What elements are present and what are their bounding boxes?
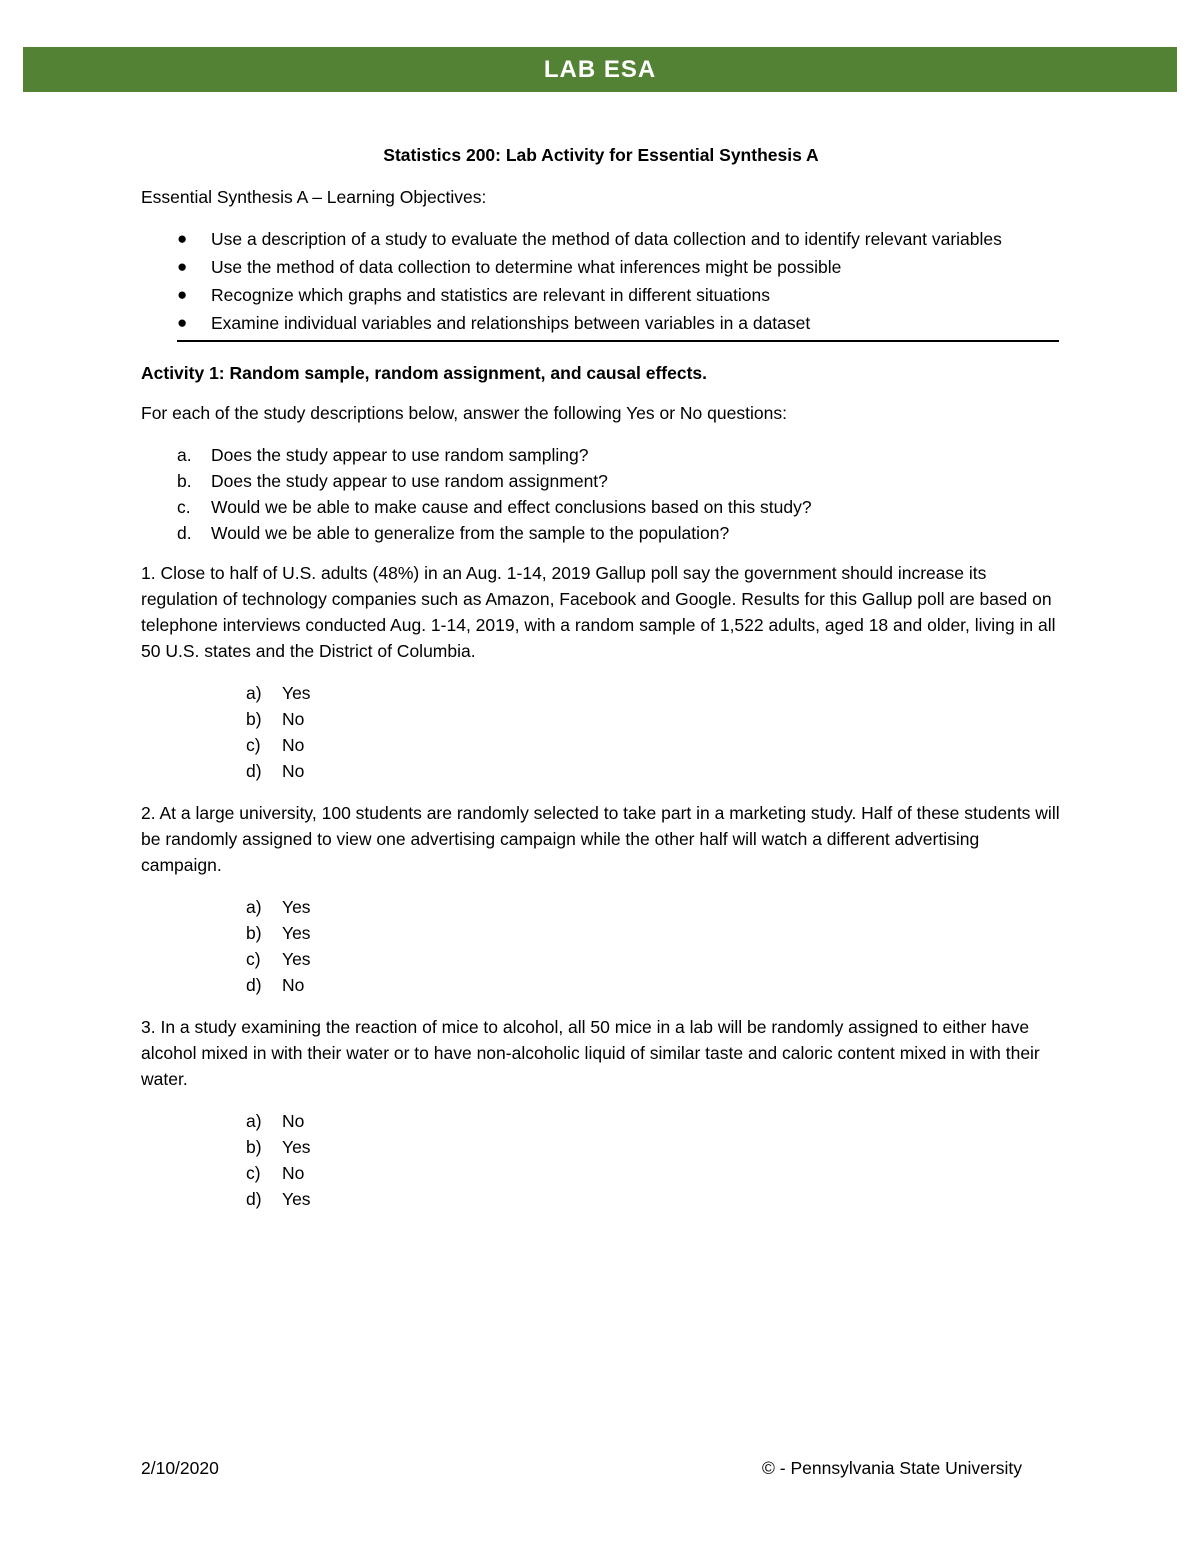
answer-item <box>246 732 1061 758</box>
answer-label: c) <box>246 949 261 969</box>
answer-label: b) <box>246 1137 262 1157</box>
answer-value: No <box>282 709 305 729</box>
answer-item <box>246 1160 1061 1186</box>
study-number: 2. <box>141 803 156 823</box>
document-body <box>141 142 1061 1228</box>
answer-item <box>246 706 1061 732</box>
question-text: Would we be able to make cause and effect conclusions based on this study? <box>211 497 812 517</box>
study-1-description <box>141 560 1061 664</box>
footer-copyright: © - Pennsylvania State University <box>762 1458 1022 1478</box>
study-1-answers <box>141 680 1061 784</box>
objectives-list <box>141 226 1061 336</box>
activity-title: Activity 1: Random sample, random assignment, and causal effects. <box>141 363 707 383</box>
answer-value: Yes <box>282 949 311 969</box>
bullet-icon: ● <box>177 285 188 304</box>
answer-item <box>246 758 1061 784</box>
footer-date: 2/10/2020 <box>141 1458 219 1478</box>
answer-item <box>246 946 1061 972</box>
answer-label: a) <box>246 1111 262 1131</box>
bullet-icon: ● <box>177 313 188 332</box>
question-label: d. <box>177 523 192 543</box>
objective-text: Recognize which graphs and statistics are relevant in different situations <box>211 285 771 305</box>
answer-value: Yes <box>282 1137 311 1157</box>
question-label: a. <box>177 445 192 465</box>
study-number: 1. <box>141 563 156 583</box>
objectives-heading: Essential Synthesis A – Learning Objectives: <box>141 187 487 207</box>
header-banner <box>23 47 1177 92</box>
question-label: c. <box>177 497 191 517</box>
answer-value: Yes <box>282 923 311 943</box>
study-text: Close to half of U.S. adults (48%) in an Aug. 1-14, 2019 Gallup poll say the government should increase its regulation of technology companies such as Amazon, Facebook and Google. Results for this Gallup poll are based on telephone interviews conducted Aug. 1-14, 2019, with a random sample of 1,522 adults, aged 18 and older, living in all 50 U.S. states and the District of Columbia. <box>141 563 1056 661</box>
question-label: b. <box>177 471 192 491</box>
activity-intro: For each of the study descriptions below, answer the following Yes or No questions: <box>141 403 787 423</box>
answer-value: No <box>282 1111 305 1131</box>
objective-item <box>177 282 1061 308</box>
study-text: At a large university, 100 students are randomly selected to take part in a marketing study. Half of these students will be randomly assigned to view one advertising campaign while the other half will watch a different advertising campaign. <box>141 803 1060 875</box>
answer-label: a) <box>246 683 262 703</box>
question-item <box>177 494 1061 520</box>
study-3-description <box>141 1014 1061 1092</box>
objective-text: Examine individual variables and relationships between variables in a dataset <box>211 313 811 333</box>
answer-label: d) <box>246 1189 262 1209</box>
answer-value: No <box>282 735 305 755</box>
banner-title: LAB ESA <box>543 55 657 83</box>
bullet-icon: ● <box>177 229 188 248</box>
question-item <box>177 468 1061 494</box>
question-text: Would we be able to generalize from the sample to the population? <box>211 523 730 543</box>
study-text: In a study examining the reaction of mice to alcohol, all 50 mice in a lab will be randomly assigned to either have alcohol mixed in with their water or to have non-alcoholic liquid of similar taste and caloric content mixed in with their water. <box>141 1017 1040 1089</box>
answer-label: d) <box>246 761 262 781</box>
answer-value: No <box>282 1163 305 1183</box>
answer-item <box>246 1186 1061 1212</box>
question-item <box>177 442 1061 468</box>
document-title: Statistics 200: Lab Activity for Essential Synthesis A <box>383 145 819 165</box>
answer-item <box>246 1134 1061 1160</box>
objective-text: Use the method of data collection to determine what inferences might be possible <box>211 257 842 277</box>
question-list <box>141 442 1061 546</box>
answer-value: Yes <box>282 1189 311 1209</box>
objective-item <box>177 254 1061 280</box>
study-number: 3. <box>141 1017 156 1037</box>
answer-value: Yes <box>282 897 311 917</box>
answer-label: c) <box>246 735 261 755</box>
answer-item <box>246 1108 1061 1134</box>
answer-label: d) <box>246 975 262 995</box>
section-divider <box>177 340 1059 342</box>
answer-label: b) <box>246 923 262 943</box>
answer-value: No <box>282 761 305 781</box>
answer-item <box>246 972 1061 998</box>
objective-item <box>177 310 1061 336</box>
answer-item <box>246 920 1061 946</box>
objective-item <box>177 226 1061 252</box>
answer-value: No <box>282 975 305 995</box>
answer-item <box>246 680 1061 706</box>
answer-item <box>246 894 1061 920</box>
question-item <box>177 520 1061 546</box>
study-2-description <box>141 800 1061 878</box>
answer-value: Yes <box>282 683 311 703</box>
study-2-answers <box>141 894 1061 998</box>
study-3-answers <box>141 1108 1061 1212</box>
objective-text: Use a description of a study to evaluate the method of data collection and to identify relevant variables <box>211 229 1002 249</box>
bullet-icon: ● <box>177 257 188 276</box>
question-text: Does the study appear to use random assignment? <box>211 471 608 491</box>
answer-label: c) <box>246 1163 261 1183</box>
question-text: Does the study appear to use random sampling? <box>211 445 589 465</box>
answer-label: a) <box>246 897 262 917</box>
answer-label: b) <box>246 709 262 729</box>
